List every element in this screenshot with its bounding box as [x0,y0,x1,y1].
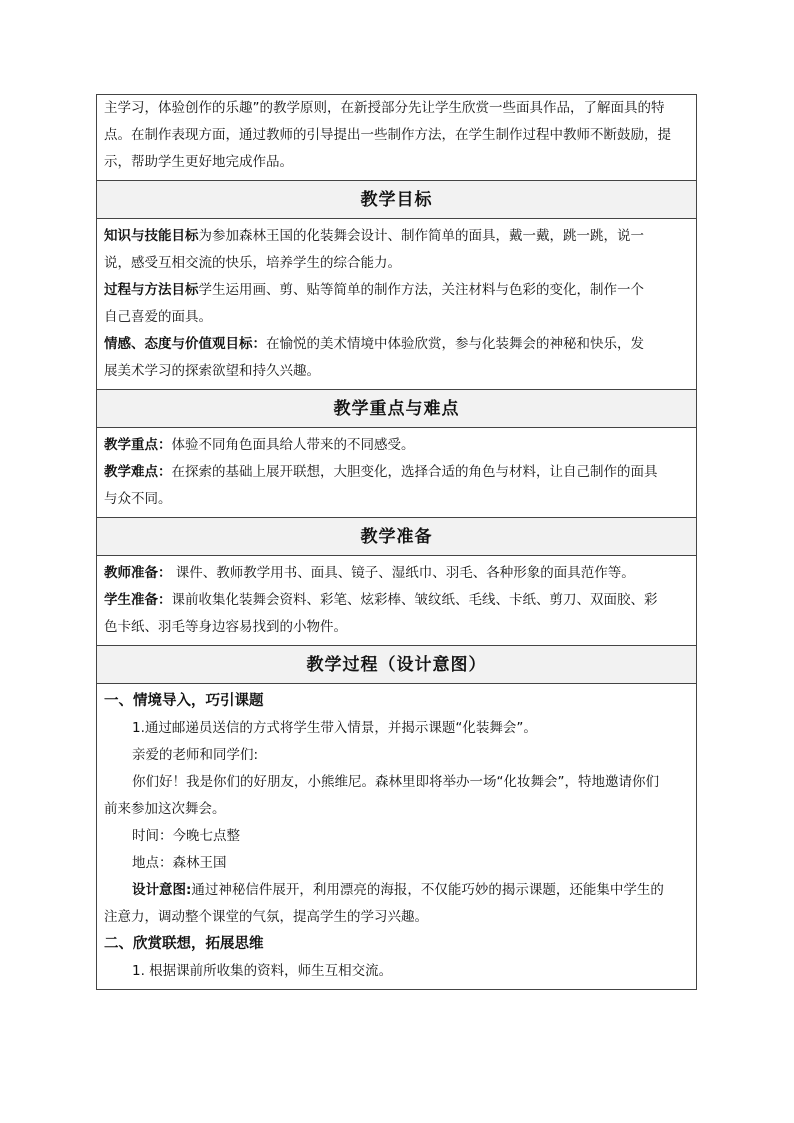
difficulty-text: 在探索的基础上展开联想，大胆变化，选择合适的角色与材料，让自己制作的面具 [171,464,658,480]
intro-cell [96,94,697,180]
goals-heading: 教学目标 [96,180,697,218]
design-intent-text-2: 注意力，调动整个课堂的气氛，提高学生的学习兴趣。 [104,909,428,925]
student-prep-label: 学生准备： [104,592,172,608]
section-2-title: 二、欣赏联想，拓展思维 [104,936,264,952]
prep-heading: 教学准备 [96,517,697,555]
emotion-goal-label: 情感、态度与价值观目标： [104,336,266,352]
student-prep-text: 课前收集化装舞会资料、彩笔、炫彩棒、皱纹纸、毛线、卡纸、剪刀、双面胶、彩 [171,592,658,608]
goals-cell [96,218,697,389]
process-heading: 教学过程（设计意图） [96,645,697,683]
keypoints-heading: 教学重点与难点 [96,389,697,427]
process-goal-label: 过程与方法目标 [104,282,199,298]
difficulty-text-2: 与众不同。 [104,491,172,507]
section-1-title: 一、情境导入，巧引课题 [104,693,264,709]
letter-body-1: 你们好！我是你们的好朋友，小熊维尼。森林里即将举办一场“化妆舞会”，特地邀请你们 [132,774,659,790]
emotion-goal-text-2: 展美术学习的探索欲望和持久兴趣。 [104,363,320,379]
letter-place: 地点：森林王国 [132,855,227,871]
knowledge-text: 为参加森林王国的化装舞会设计、制作简单的面具，戴一戴，跳一跳，说一 [198,228,644,244]
lesson-plan-table [96,94,697,990]
design-intent-text: 通过神秘信件展开，利用漂亮的海报，不仅能巧妙的揭示课题，还能集中学生的 [191,882,664,898]
intro-line: 点。在制作表现方面，通过教师的引导提出一些制作方法，在学生制作过程中教师不断鼓励，提 [104,127,671,143]
letter-body-2: 前来参加这次舞会。 [104,801,226,817]
letter-time: 时间：今晚七点整 [132,828,240,844]
process-item-1: 1.通过邮递员送信的方式将学生带入情景，并揭示课题“化装舞会”。 [132,720,537,736]
process-cell [96,683,697,990]
student-prep-text-2: 色卡纸、羽毛等身边容易找到的小物件。 [104,619,347,635]
intro-line: 主学习，体验创作的乐趣”的教学原则，在新授部分先让学生欣赏一些面具作品，了解面具的特 [104,100,665,116]
difficulty-label: 教学难点： [104,464,172,480]
design-intent-label: 设计意图: [132,882,192,898]
teacher-prep-label: 教师准备： [104,565,172,581]
teacher-prep-text: 课件、教师教学用书、面具、镜子、湿纸巾、羽毛、各种形象的面具范作等。 [171,565,635,581]
focus-text: 体验不同角色面具给人带来的不同感受。 [171,437,415,453]
knowledge-text-2: 说，感受互相交流的快乐，培养学生的综合能力。 [104,255,401,271]
process-item-2: 1. 根据课前所收集的资料，师生互相交流。 [132,963,393,979]
focus-label: 教学重点： [104,437,172,453]
prep-cell [96,555,697,645]
emotion-goal-text: 在愉悦的美术情境中体验欣赏，参与化装舞会的神秘和快乐，发 [266,336,644,352]
process-goal-text-2: 自己喜爱的面具。 [104,309,212,325]
process-goal-text: 学生运用画、剪、贴等简单的制作方法，关注材料与色彩的变化，制作一个 [198,282,644,298]
knowledge-label: 知识与技能目标 [104,228,199,244]
intro-line: 示，帮助学生更好地完成作品。 [104,154,293,170]
keypoints-cell [96,427,697,517]
letter-greeting: 亲爱的老师和同学们: [132,747,259,763]
